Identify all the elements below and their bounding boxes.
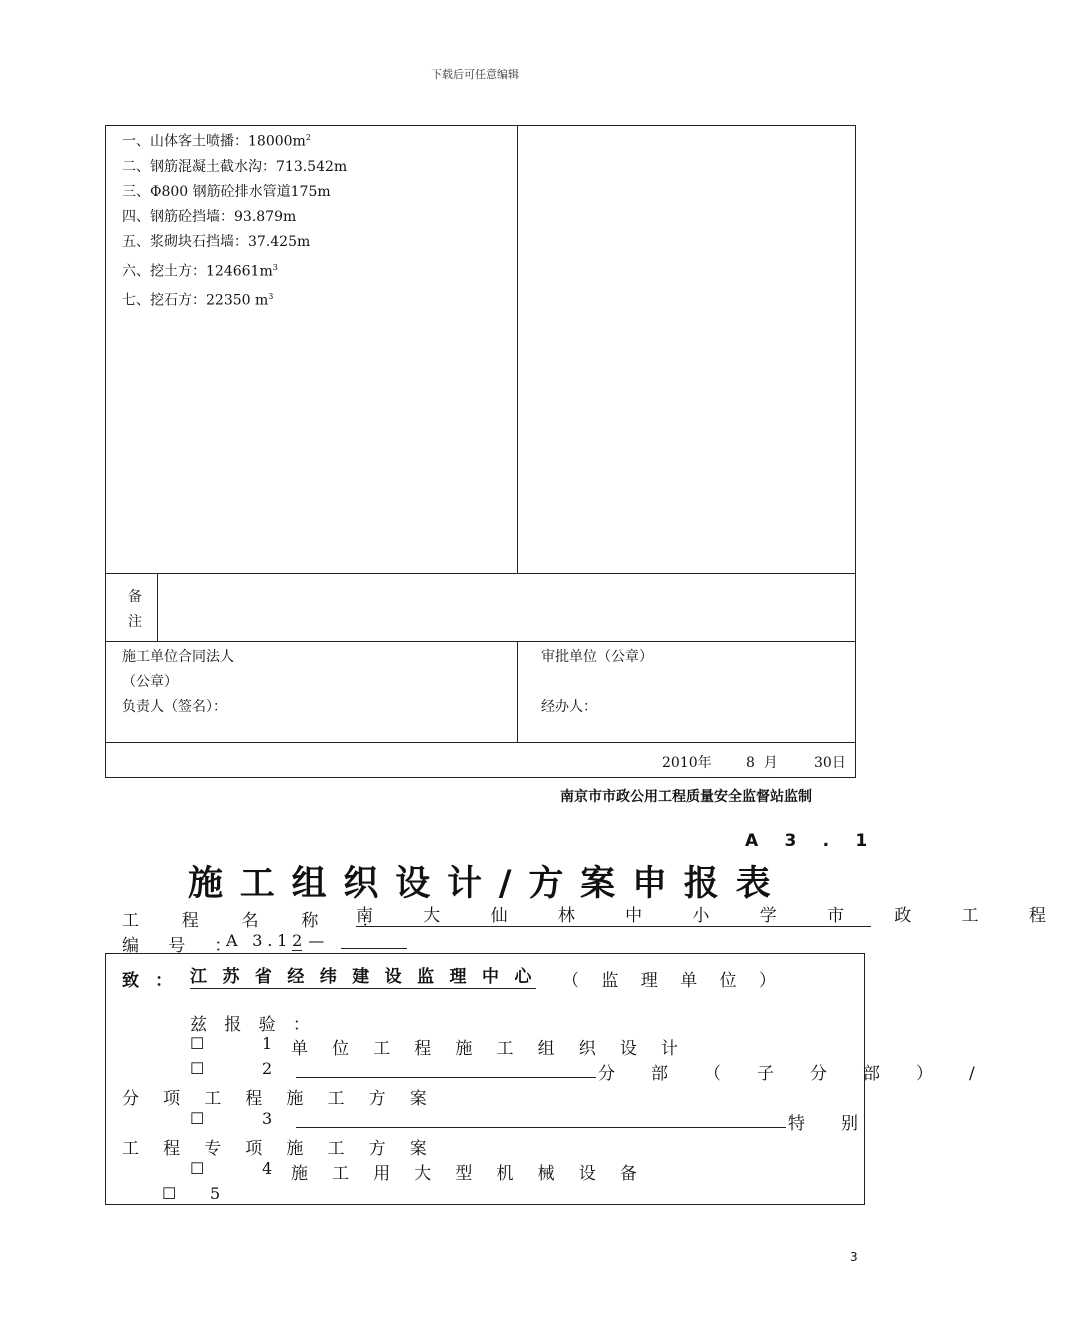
form-title: 施工组织设计/方案申报表 (188, 864, 788, 904)
quantity-item: 四、钢筋砼挡墙：93.879m (122, 208, 297, 225)
project-name: 南 大 仙 林 中 小 学 市 政 工 程 (356, 906, 1068, 926)
header-note: 下载后可任意编辑 (431, 68, 519, 81)
to-suffix: （ 监 理 单 位 ） (562, 971, 785, 991)
number-blank (341, 948, 407, 949)
option-5-num: 5 (210, 1184, 221, 1203)
table-rule (105, 742, 856, 743)
option-1-text: 单 位 工 程 施 工 组 织 设 计 (291, 1039, 688, 1059)
quantity-item: 六、挖土方：$124661m^3$ (122, 262, 278, 280)
option-4-num: 4 (262, 1159, 273, 1178)
checkbox-option-1[interactable]: ☐ (190, 1034, 205, 1053)
table-divider (517, 125, 518, 574)
supervisor-credit: 南京市市政公用工程质量安全监督站监制 (560, 789, 812, 805)
date-month: 8 月 (746, 755, 778, 771)
number-value (226, 931, 324, 950)
date-day: 30日 (814, 755, 846, 771)
page-number: 3 (850, 1250, 858, 1264)
quantity-item: 五、浆砌块石挡墙：37.425m (122, 233, 311, 250)
to-value: 江 苏 省 经 纬 建 设 监 理 中 心 (190, 967, 537, 987)
option-3-num: 3 (262, 1109, 273, 1128)
approver-line: 经办人： (541, 699, 597, 715)
option-2-num: 2 (262, 1059, 273, 1078)
checkbox-option-3[interactable]: ☐ (190, 1109, 205, 1128)
contractor-signature (122, 645, 234, 720)
submit-text: 兹 报 验 ： (190, 1015, 316, 1035)
table-rule (105, 573, 856, 574)
quantity-item: 七、挖石方：22350 $m^3$ (122, 292, 274, 309)
date-year: 2010年 (662, 755, 712, 771)
approver-signature (541, 645, 653, 720)
option-4-text: 施 工 用 大 型 机 械 设 备 (291, 1164, 647, 1184)
option-2-text: 分 部 （ 子 分 部 ） / (598, 1064, 991, 1084)
number-label: 编 号 ： (122, 936, 244, 956)
number-value-b: 2 (292, 931, 303, 950)
signature-divider (517, 641, 518, 742)
option-3-text: 特 别 (788, 1114, 874, 1134)
form-code: A 3 . 1 (745, 831, 878, 851)
option-1-num: 1 (262, 1034, 273, 1053)
checkbox-option-5[interactable]: ☐ (162, 1184, 177, 1203)
option-2-blank[interactable] (296, 1077, 596, 1078)
remarks-label-char: 备 (128, 589, 142, 605)
quantity-item: 一、山体客土喷播：$18000m^2$ (122, 133, 311, 150)
option-3-blank[interactable] (296, 1127, 786, 1128)
option-3-text-wrap: 工 程 专 项 施 工 方 案 (122, 1139, 437, 1159)
option-2-text-wrap: 分 项 工 程 施 工 方 案 (122, 1089, 437, 1109)
table-rule (105, 641, 856, 642)
remarks-label (128, 585, 142, 635)
remarks-label-char: 注 (128, 614, 142, 630)
to-label: 致 ： (122, 971, 178, 991)
approver-line: 审批单位（公章） (541, 649, 653, 665)
approver-line (541, 670, 653, 695)
quantity-item: 三、Φ800 钢筋砼排水管道175m (122, 183, 331, 200)
quantity-item: 二、钢筋混凝土截水沟：713.542m (122, 158, 348, 175)
number-dash: — (308, 931, 325, 950)
checkbox-option-4[interactable]: ☐ (190, 1159, 205, 1178)
quantity-list (122, 125, 512, 314)
project-label: 工 程 名 称 ： (122, 911, 397, 931)
remarks-divider (157, 573, 158, 641)
number-value-a: A 3.1 (226, 931, 293, 950)
contractor-line: 施工单位合同法人 (122, 649, 234, 665)
checkbox-option-2[interactable]: ☐ (190, 1059, 205, 1078)
contractor-line: （公章） (122, 674, 178, 690)
contractor-line: 负责人（签名）： (122, 699, 227, 715)
